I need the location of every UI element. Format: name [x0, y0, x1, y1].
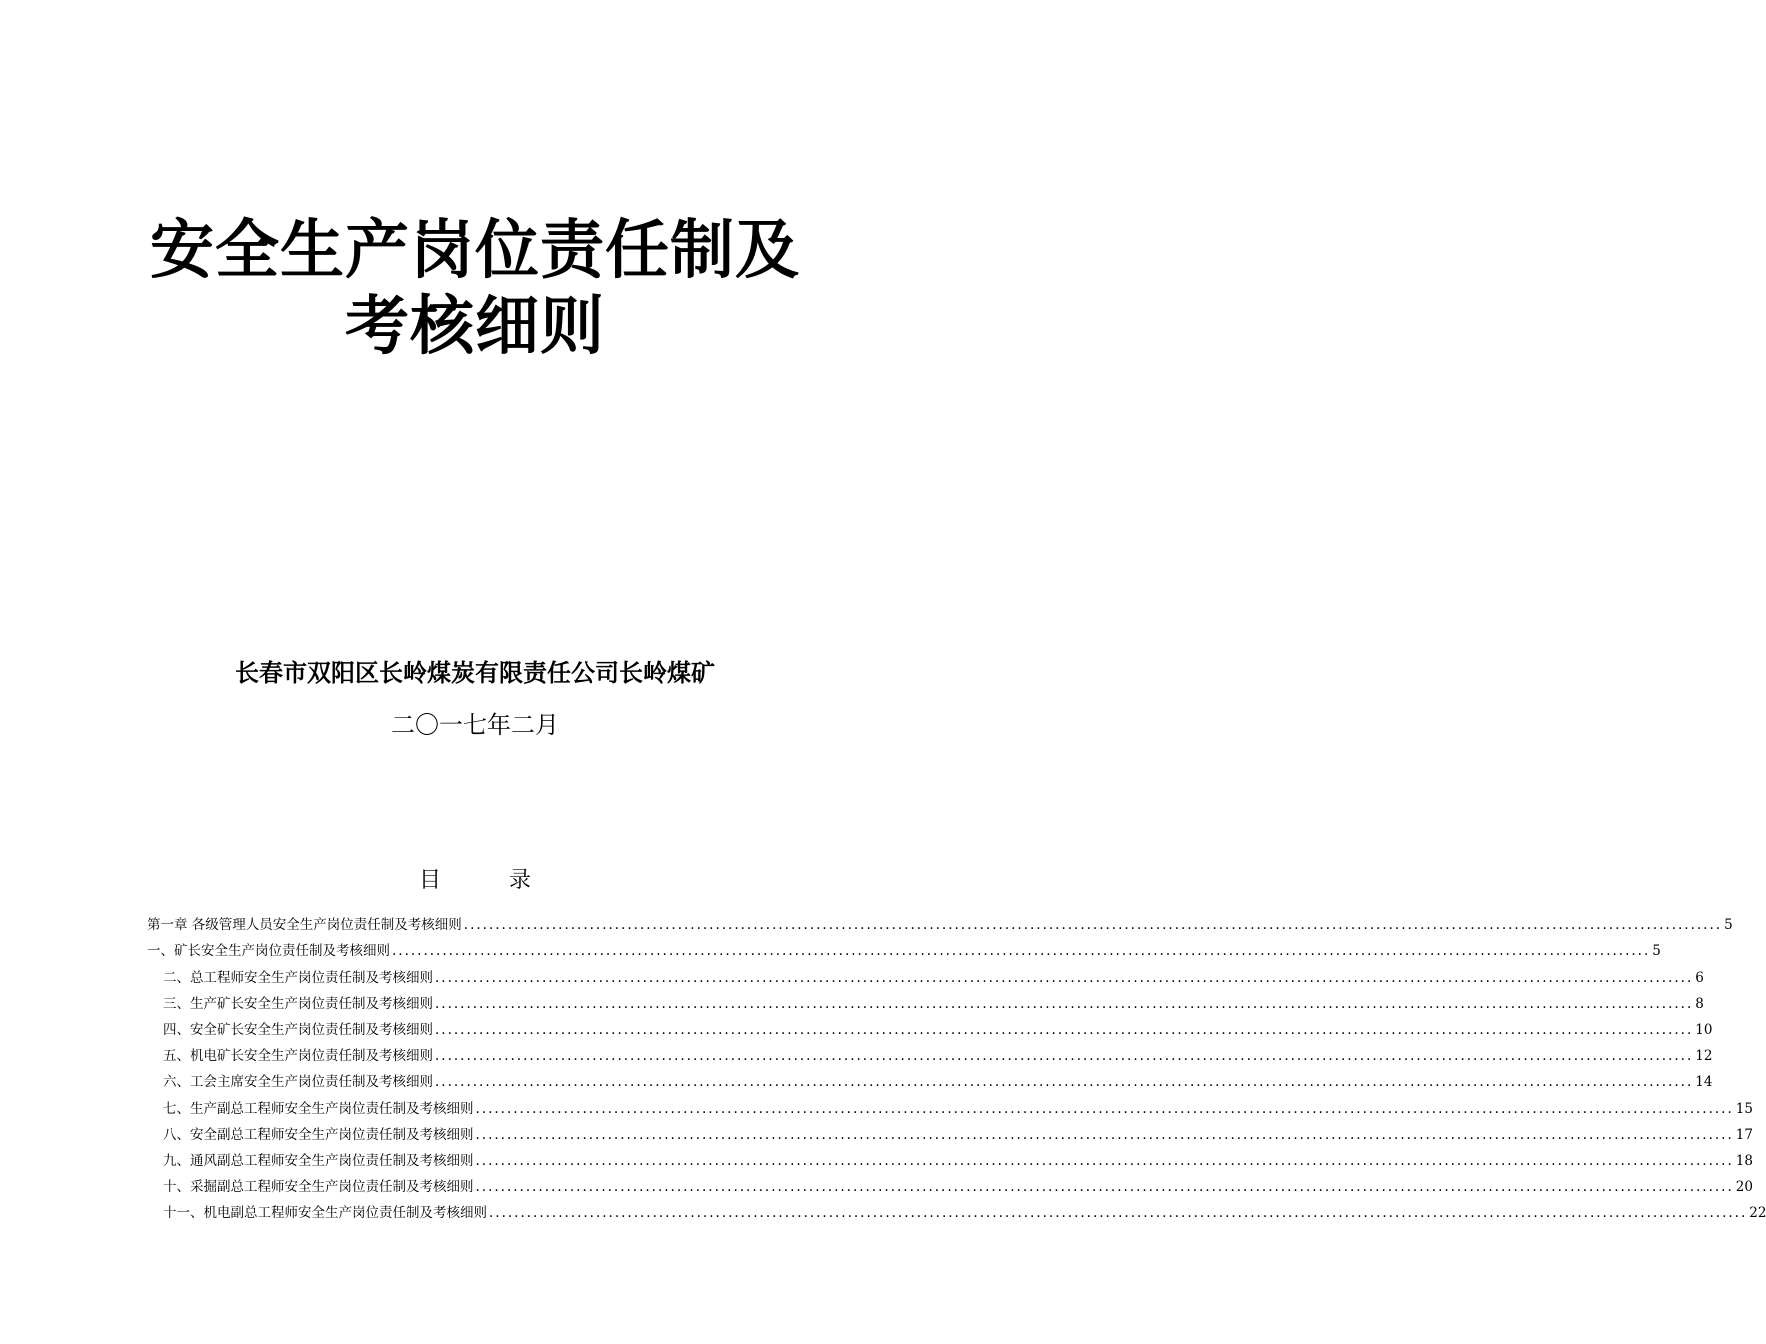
toc-heading [0, 866, 950, 896]
toc-item-label: 八、安全副总工程师安全生产岗位责任制及考核细则 [163, 1126, 474, 1143]
toc-item[interactable] [0, 1013, 1713, 1039]
document-date: 二〇一七年二月 [391, 711, 559, 739]
toc-leader-dots: ........................................................................................................................................................................................................ [489, 1205, 1748, 1222]
toc-item-label: 九、通风副总工程师安全生产岗位责任制及考核细则 [163, 1152, 474, 1169]
toc-item[interactable] [0, 1091, 1753, 1117]
document-title-line-1: 安全生产岗位责任制及 [150, 214, 800, 288]
toc-item-page: 20 [1735, 1179, 1753, 1196]
toc-leader-dots: ........................................................................................................................................................................................................ [475, 1179, 1734, 1196]
toc-item-page: 18 [1735, 1152, 1753, 1169]
table-of-contents [0, 908, 1766, 1222]
toc-heading-char-2: 录 [509, 868, 532, 893]
toc-item-page: 14 [1695, 1074, 1713, 1091]
toc-item-page: 6 [1695, 969, 1704, 986]
toc-item[interactable] [0, 1170, 1753, 1196]
toc-item-label: 第一章 各级管理人员安全生产岗位责任制及考核细则 [147, 917, 462, 934]
toc-leader-dots: ........................................................................................................................................................................................................ [435, 995, 1694, 1012]
toc-item-page: 17 [1735, 1126, 1753, 1143]
toc-item-label: 十、采掘副总工程师安全生产岗位责任制及考核细则 [163, 1179, 474, 1196]
toc-item-page: 15 [1735, 1100, 1753, 1117]
toc-item-label: 十一、机电副总工程师安全生产岗位责任制及考核细则 [163, 1205, 487, 1222]
toc-item-page: 22 [1749, 1205, 1766, 1222]
toc-item-label: 七、生产副总工程师安全生产岗位责任制及考核细则 [163, 1100, 474, 1117]
toc-item-label: 五、机电矿长安全生产岗位责任制及考核细则 [163, 1048, 433, 1065]
toc-item[interactable] [0, 987, 1704, 1013]
toc-leader-dots: ........................................................................................................................................................................................................ [475, 1152, 1734, 1169]
toc-leader-dots: ........................................................................................................................................................................................................ [435, 1074, 1694, 1091]
toc-leader-dots: ........................................................................................................................................................................................................ [392, 943, 1651, 960]
toc-item[interactable] [0, 1039, 1713, 1065]
toc-item[interactable] [0, 1118, 1753, 1144]
toc-heading-char-1: 目 [418, 868, 441, 893]
toc-item[interactable] [0, 908, 1733, 934]
toc-item-page: 5 [1652, 943, 1661, 960]
document-title-line-2: 考核细则 [345, 290, 605, 364]
toc-item[interactable] [0, 1196, 1766, 1222]
toc-leader-dots: ........................................................................................................................................................................................................ [435, 1048, 1694, 1065]
toc-item-label: 六、工会主席安全生产岗位责任制及考核细则 [163, 1074, 433, 1091]
toc-leader-dots: ........................................................................................................................................................................................................ [475, 1100, 1734, 1117]
toc-item-label: 一、矿长安全生产岗位责任制及考核细则 [147, 943, 390, 960]
toc-leader-dots: ........................................................................................................................................................................................................ [463, 917, 1723, 934]
toc-item-label: 二、总工程师安全生产岗位责任制及考核细则 [163, 969, 433, 986]
company-name: 长春市双阳区长岭煤炭有限责任公司长岭煤矿 [235, 659, 715, 687]
toc-item-page: 10 [1695, 1021, 1713, 1038]
toc-item-page: 12 [1695, 1048, 1713, 1065]
toc-item-label: 三、生产矿长安全生产岗位责任制及考核细则 [163, 995, 433, 1012]
toc-item[interactable] [0, 934, 1661, 960]
toc-leader-dots: ........................................................................................................................................................................................................ [435, 1021, 1694, 1038]
toc-item[interactable] [0, 960, 1704, 986]
toc-leader-dots: ........................................................................................................................................................................................................ [435, 969, 1694, 986]
toc-item[interactable] [0, 1144, 1753, 1170]
toc-leader-dots: ........................................................................................................................................................................................................ [475, 1126, 1734, 1143]
toc-item-page: 5 [1724, 917, 1733, 934]
toc-item-page: 8 [1695, 995, 1704, 1012]
toc-item[interactable] [0, 1065, 1713, 1091]
toc-item-label: 四、安全矿长安全生产岗位责任制及考核细则 [163, 1021, 433, 1038]
